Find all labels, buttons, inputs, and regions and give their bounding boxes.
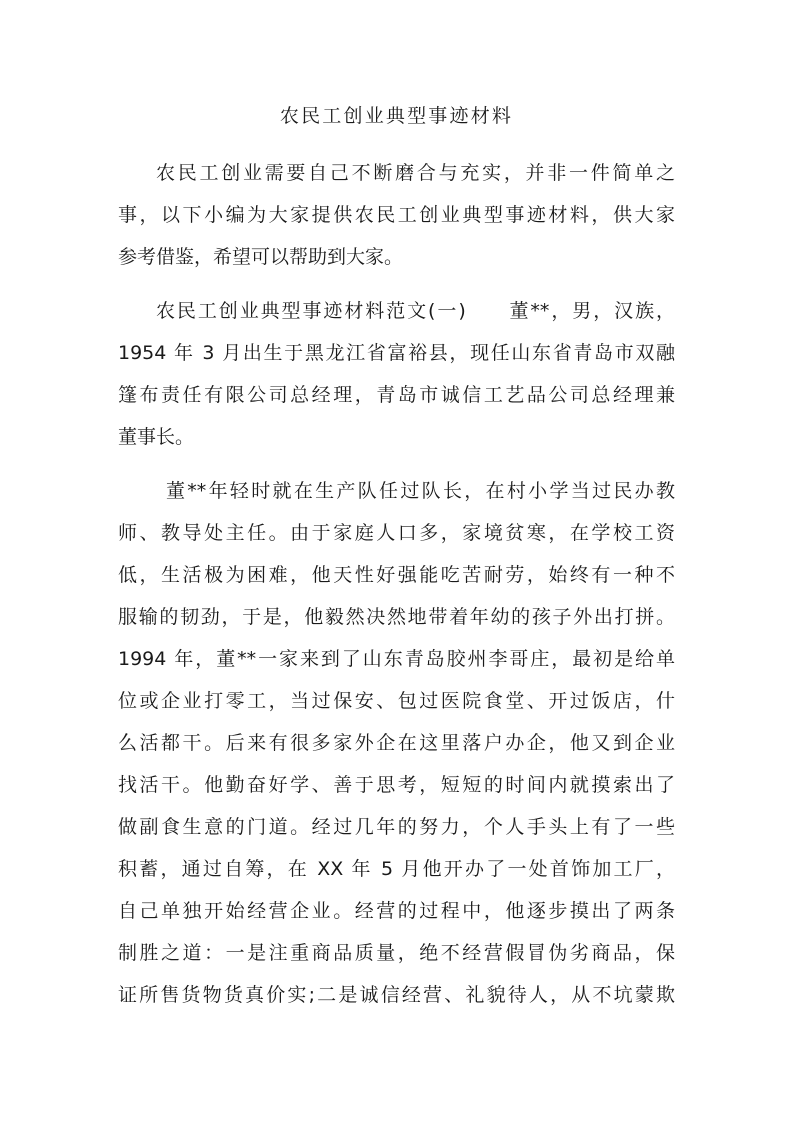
text-line: 证所售货物货真价实;二是诚信经营、礼貌待人，从不坑蒙欺: [118, 984, 675, 1006]
text-line: 服输的韧劲，于是，他毅然决然地带着年幼的孩子外出打拼。: [118, 606, 675, 628]
text-line: 找活干。他勤奋好学、善于思考，短短的时间内就摸索出了: [118, 774, 675, 796]
text-line: 么活都干。后来有很多家外企在这里落户办企，他又到企业: [118, 732, 675, 754]
text-line: 农民工创业典型事迹材料范文(一) 董**，男，汉族，: [156, 300, 675, 322]
text-line: 自己单独开始经营企业。经营的过程中，他逐步摸出了两条: [118, 900, 675, 922]
text-line: 篷布责任有限公司总经理，青岛市诚信工艺品公司总经理兼: [118, 384, 675, 406]
text-line: 位或企业打零工，当过保安、包过医院食堂、开过饭店，什: [118, 690, 675, 712]
text-line: 1954 年 3 月出生于黑龙江省富裕县，现任山东省青岛市双融: [118, 342, 675, 364]
text-line: 1994 年，董**一家来到了山东青岛胶州李哥庄，最初是给单: [118, 648, 675, 670]
text-line: 事，以下小编为大家提供农民工创业典型事迹材料，供大家: [118, 204, 675, 226]
text-line: 低，生活极为困难，他天性好强能吃苦耐劳，始终有一种不: [118, 564, 675, 586]
text-line: 董事长。: [118, 426, 195, 448]
text-line: 积蓄，通过自筹，在 XX 年 5 月他开办了一处首饰加工厂，: [118, 858, 675, 880]
text-line: 董**年轻时就在生产队任过队长，在村小学当过民办教: [166, 480, 675, 502]
text-line: 师、教导处主任。由于家庭人口多，家境贫寒，在学校工资: [118, 522, 675, 544]
text-line: 做副食生意的门道。经过几年的努力，个人手头上有了一些: [118, 816, 675, 838]
text-line: 参考借鉴，希望可以帮助到大家。: [118, 246, 404, 268]
text-line: 农民工创业需要自己不断磨合与充实，并非一件简单之: [156, 162, 675, 184]
text-line: 制胜之道：一是注重商品质量，绝不经营假冒伪劣商品，保: [118, 942, 675, 964]
document-title: 农民工创业典型事迹材料: [279, 105, 514, 127]
